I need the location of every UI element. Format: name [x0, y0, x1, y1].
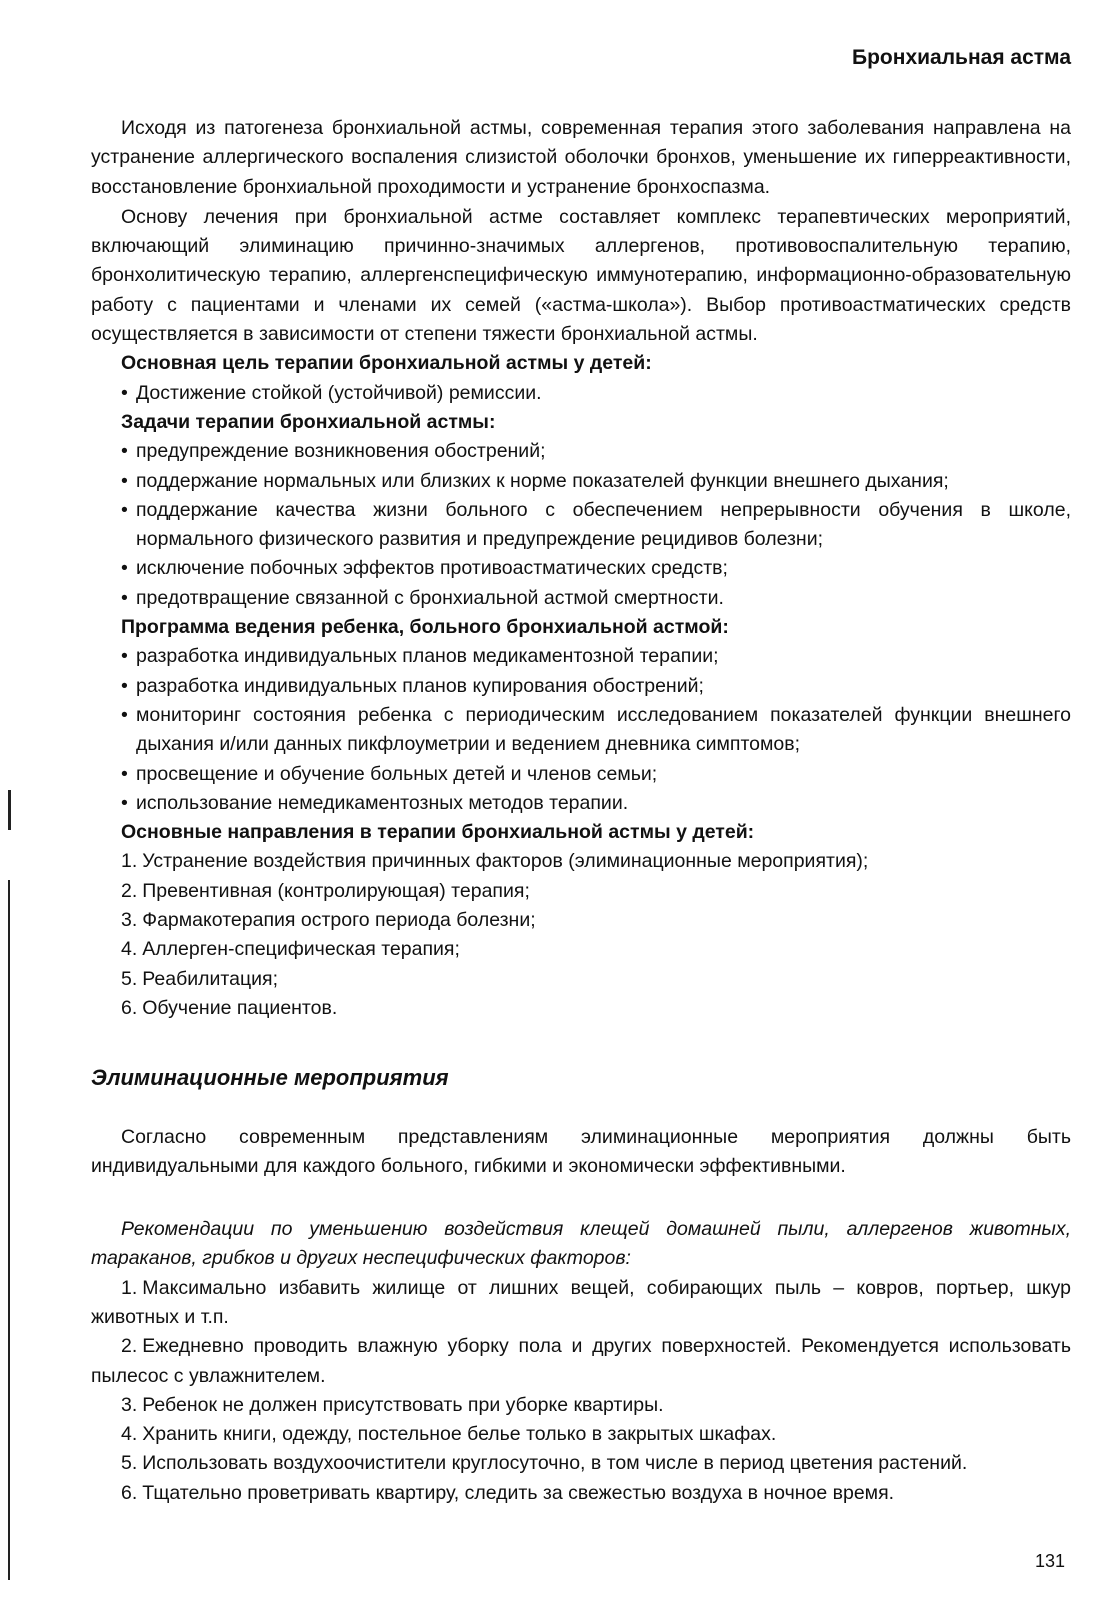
tasks-heading: Задачи терапии бронхиальной астмы:: [121, 410, 496, 433]
scan-edge-mark: [8, 790, 11, 830]
item-number: 4.: [121, 938, 138, 961]
list-item: [91, 1420, 1071, 1449]
item-text: Фармакотерапия острого периода болезни;: [142, 909, 536, 932]
item-text: Обучение пациентов.: [142, 996, 338, 1019]
item-number: 4.: [121, 1423, 138, 1446]
list-item: • мониторинг состояния ребенка с периодическим исследованием показателей функции внешнего дыхания и/или данных пикфлоуметрии и ведением дневника симптомов;: [91, 701, 1071, 760]
item-number: 1.: [121, 850, 138, 873]
list-item: [91, 935, 1071, 964]
list-item: • разработка индивидуальных планов купирования обострений;: [91, 672, 1071, 701]
list-item: • исключение побочных эффектов противоастматических средств;: [91, 554, 1071, 583]
item-number: 6.: [121, 1481, 138, 1504]
item-text: Превентивная (контролирующая) терапия;: [142, 879, 530, 902]
item-number: 5.: [121, 1452, 138, 1475]
goal-heading: Основная цель терапии бронхиальной астмы у детей:: [121, 352, 652, 375]
page-number: 131: [1034, 1551, 1065, 1571]
paragraph: Согласно современным представлениям элиминационные мероприятия должны быть индивидуальными для каждого больного, гибкими и экономически эффективными.: [91, 1125, 1071, 1177]
item-number: 1.: [121, 1276, 138, 1299]
list-item: [91, 877, 1071, 906]
list-item: [91, 1449, 1071, 1478]
scan-edge-mark: [8, 880, 10, 1580]
list-item: • предотвращение связанной с бронхиальной астмой смертности.: [91, 584, 1071, 613]
item-text: Тщательно проветривать квартиру, следить за свежестью воздуха в ночное время.: [142, 1481, 895, 1504]
list-item: [91, 1479, 1071, 1508]
list-item: [91, 1391, 1071, 1420]
item-text: Реабилитация;: [142, 967, 279, 990]
paragraph: Исходя из патогенеза бронхиальной астмы, современная терапия этого заболевания направлена на устранение аллергического воспаления слизистой оболочки бронхов, уменьшение их гиперреактивности, восстановление бронхиальной проходимости и устранение бронхоспазма.: [91, 117, 1071, 198]
item-text: Ребенок не должен присутствовать при уборке квартиры.: [142, 1393, 664, 1416]
item-text: Максимально избавить жилище от лишних вещей, собирающих пыль – ковров, портьер, шкур животных и т.п.: [91, 1276, 1071, 1328]
item-number: 2.: [121, 1335, 138, 1358]
directions-list: [91, 847, 1071, 1023]
paragraph: Основу лечения при бронхиальной астме составляет комплекс терапевтических мероприятий, включающий элиминацию причинно-значимых аллергенов, противовоспалительную терапию, бронхолитическую терапию, аллергенспецифическую иммунотерапию, информационно-образовательную работу с пациентами и членами их семей («астма-школа»). Выбор противоастматических средств осуществляется в зависимости от степени тяжести бронхиальной астмы.: [91, 205, 1071, 346]
list-item: • предупреждение возникновения обострений;: [91, 437, 1071, 466]
page-body: [91, 114, 1071, 1508]
item-text: Устранение воздействия причинных факторов (элиминационные мероприятия);: [142, 850, 869, 873]
list-item: [91, 1274, 1071, 1333]
list-item: • просвещение и обучение больных детей и членов семьи;: [91, 760, 1071, 789]
list-item: • поддержание качества жизни больного с обеспечением непрерывности обучения в школе, нормального физического развития и предупреждение рецидивов болезни;: [91, 496, 1071, 555]
recommendations-list: [91, 1274, 1071, 1508]
list-item: • разработка индивидуальных планов медикаментозной терапии;: [91, 642, 1071, 671]
goal-list: [91, 379, 1071, 408]
item-number: 2.: [121, 879, 138, 902]
item-number: 3.: [121, 1393, 138, 1416]
item-text: Хранить книги, одежду, постельное белье только в закрытых шкафах.: [142, 1423, 777, 1446]
running-head: Бронхиальная астма: [852, 46, 1071, 69]
program-list: [91, 642, 1071, 818]
list-item: [91, 965, 1071, 994]
item-number: 3.: [121, 909, 138, 932]
item-text: Аллерген-специфическая терапия;: [142, 938, 460, 961]
item-text: Ежедневно проводить влажную уборку пола и других поверхностей. Рекомендуется использовать пылесос с увлажнителем.: [91, 1335, 1071, 1387]
list-item: [91, 994, 1071, 1023]
tasks-list: [91, 437, 1071, 613]
list-item: [91, 847, 1071, 876]
item-number: 6.: [121, 996, 138, 1019]
list-item: • поддержание нормальных или близких к норме показателей функции внешнего дыхания;: [91, 467, 1071, 496]
section-title: Элиминационные мероприятия: [91, 1065, 449, 1091]
item-text: Использовать воздухоочистители круглосуточно, в том числе в период цветения растений.: [142, 1452, 968, 1475]
program-heading: Программа ведения ребенка, больного бронхиальной астмой:: [121, 616, 729, 639]
list-item: [91, 906, 1071, 935]
directions-heading: Основные направления в терапии бронхиальной астмы у детей:: [121, 821, 755, 844]
list-item: • использование немедикаментозных методов терапии.: [91, 789, 1071, 818]
recommendations-intro: Рекомендации по уменьшению воздействия клещей домашней пыли, аллергенов животных, тараканов, грибков и других неспецифических факторов:: [91, 1218, 1071, 1270]
list-item: [91, 1332, 1071, 1391]
item-number: 5.: [121, 967, 138, 990]
list-item: • Достижение стойкой (устойчивой) ремиссии.: [91, 379, 1071, 408]
